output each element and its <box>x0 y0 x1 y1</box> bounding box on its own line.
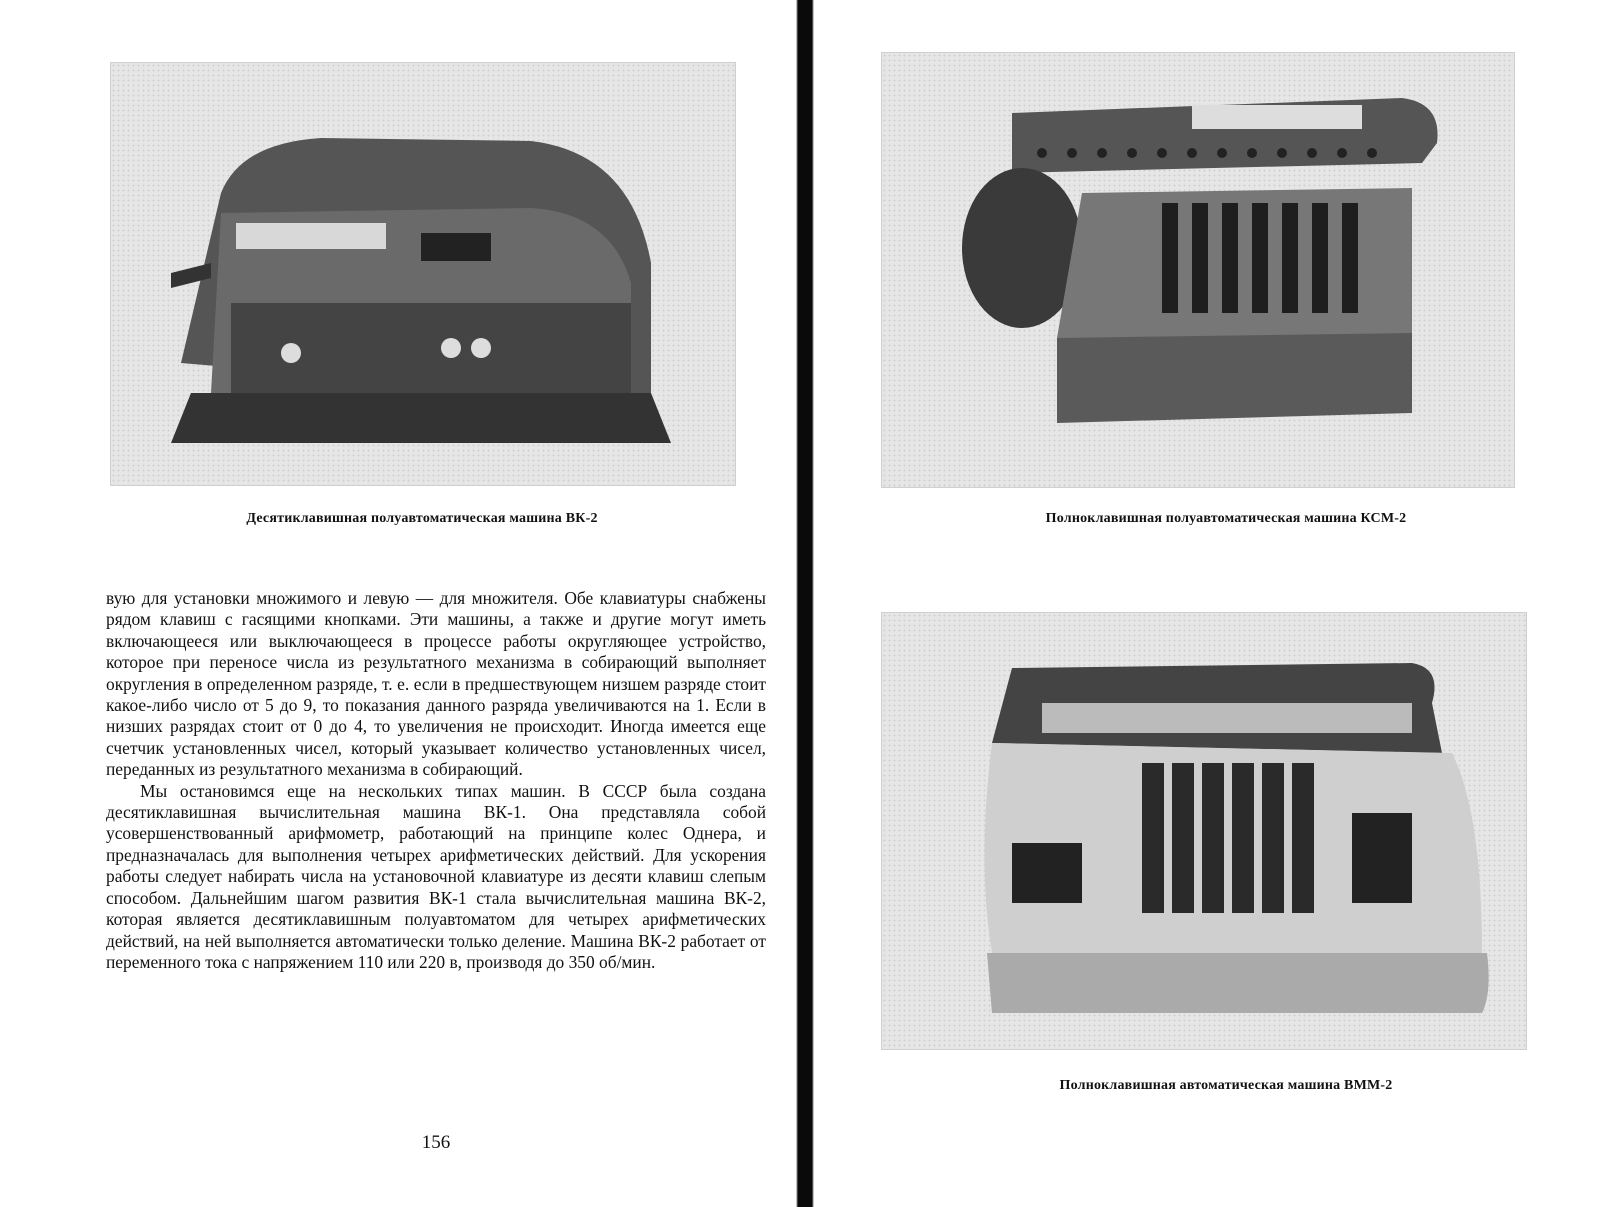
ksm2-caption: Полноклавишная полуавтоматическая машина КСМ-2 <box>1045 511 1407 526</box>
vmm2-machine-photo <box>881 612 1527 1050</box>
vk2-machine-icon <box>111 63 735 485</box>
paragraph-1: вую для установки множимого и левую — для множителя. Обе клавиатуры снабжены рядом клавиш с гасящими кнопками. Эти машины, а также и другие могут иметь включающееся или выключающееся в процессе работы округляющее устройство, которое при переносе числа из результатного механизма в собирающий выполняет округления в определенном разряде, т. е. если в предшествующем низшем разряде стоит какое-либо число от 5 до 9, то показания данного разряда увеличиваются на 1. Если в низших разрядах стоит от 0 до 4, то увеличения не происходит. Иногда имеется еще счетчик установленных чисел, который указывает количество установленных чисел, переданных из результатного механизма в собирающий. <box>106 588 766 780</box>
book-gutter <box>790 0 828 1207</box>
ksm2-machine-icon <box>882 53 1514 487</box>
ksm2-machine-photo <box>881 52 1515 488</box>
right-page <box>828 0 1600 1207</box>
vmm2-machine-icon <box>882 613 1526 1049</box>
vmm2-caption: Полноклавишная автоматическая машина ВММ-2 <box>1059 1078 1393 1093</box>
paragraph-2: Мы остановимся еще на нескольких типах машин. В СССР была создана десятиклавишная вычислительная машина ВК-1. Она представляла собой усовершенствованный арифмометр, работающий на принципе колес Однера, и предназначалась для выполнения четырех арифметических действий. Для ускорения работы следует набирать числа на установочной клавиатуре из десяти клавиш слепым способом. Дальнейшим шагом развития ВК-1 стала вычислительная машина ВК-2, которая является десятиклавишным полуавтоматом для четырех арифметических действий, на ней выполняется автоматически только деление. Машина ВК-2 работает от переменного тока с напряжением 110 или 220 в, производя до 350 об/мин. <box>106 780 766 972</box>
body-text <box>106 588 766 973</box>
vk2-caption: Десятиклавишная полуавтоматическая машина ВК-2 <box>246 511 598 526</box>
vk2-machine-photo <box>110 62 736 486</box>
page-number: 156 <box>421 1132 451 1153</box>
left-page <box>0 0 790 1207</box>
